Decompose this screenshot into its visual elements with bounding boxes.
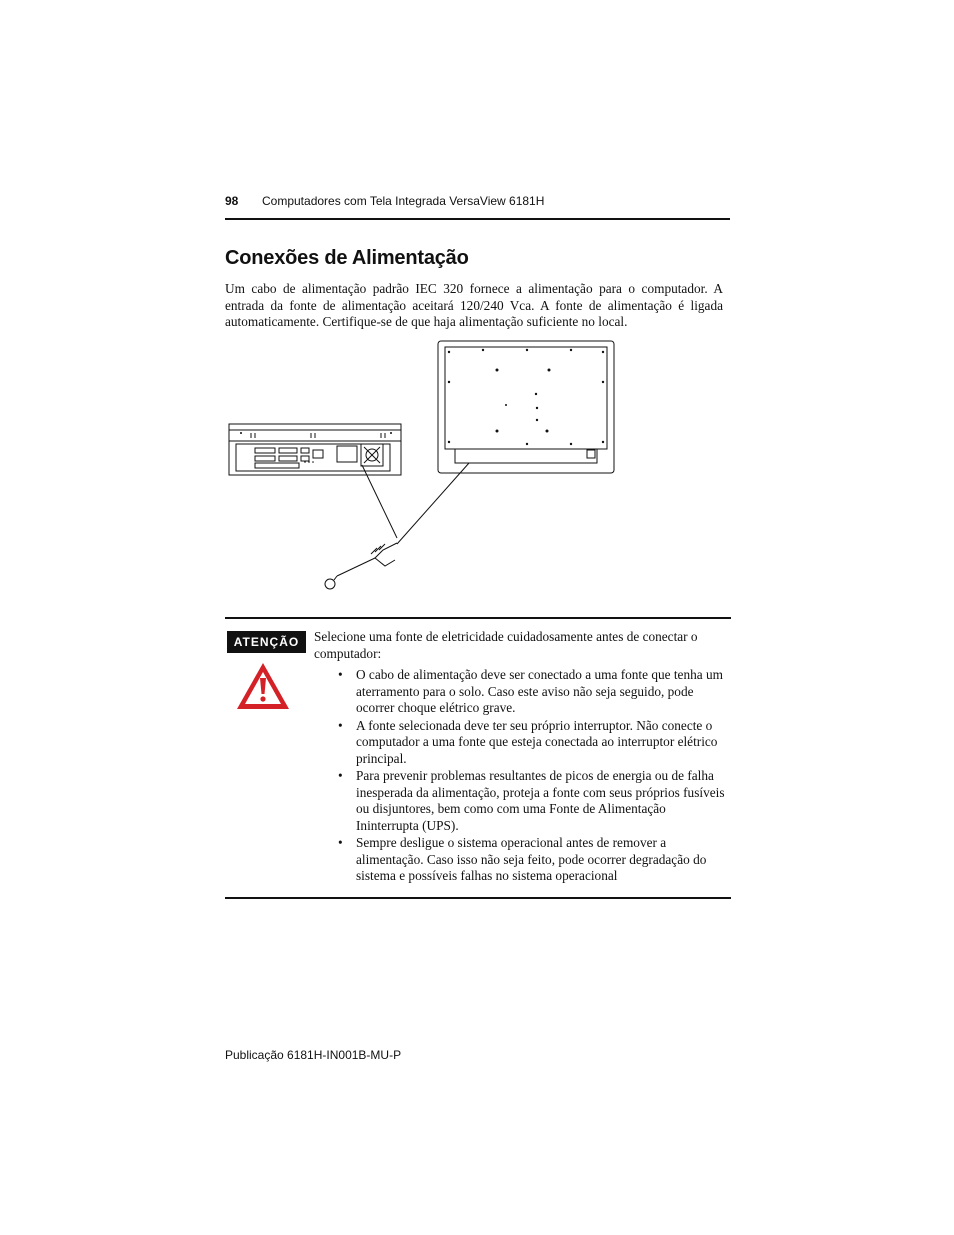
page-number: 98	[225, 194, 239, 208]
power-connection-diagram	[225, 338, 617, 596]
publication-footer: Publicação 6181H-IN001B-MU-P	[225, 1048, 402, 1062]
computer-bottom-view	[229, 424, 401, 475]
attention-badge: ATENÇÃO	[227, 631, 306, 653]
list-item: • Sempre desligue o sistema operacional antes de remover a alimentação. Caso isso não seja feito, pode ocorrer degradação do sistema e possíveis falhas no sistema operacional	[338, 835, 730, 885]
warning-triangle-icon	[235, 661, 291, 711]
page-header	[225, 192, 730, 220]
notice-bullet-list	[338, 667, 730, 886]
running-title: Computadores com Tela Integrada VersaView 6181H	[262, 194, 545, 208]
power-cord	[325, 543, 397, 589]
notice-lead-text: Selecione uma fonte de eletricidade cuidadosamente antes de conectar o computador:	[314, 629, 698, 661]
power-diagram-svg	[225, 338, 617, 596]
list-item: • A fonte selecionada deve ter seu próprio interruptor. Não conecte o computador a uma fonte que esteja conectada ao interruptor elétrico principal.	[338, 718, 730, 768]
section-title: Conexões de Alimentação	[225, 247, 469, 269]
attention-notice	[225, 617, 731, 899]
intro-paragraph: Um cabo de alimentação padrão IEC 320 fornece a alimentação para o computador. A entrada da fonte de alimentação aceitará 120/240 Vca. A fonte de alimentação é ligada automaticamente. Certifique-se de que haja alimentação suficiente no local.	[225, 281, 723, 329]
list-item: • Para prevenir problemas resultantes de picos de energia ou de falha inesperada da alimentação, proteja a fonte com seus próprios fusíveis ou disjuntores, bem como com uma Fonte de Alimentação Ininterrupta (UPS).	[338, 768, 730, 834]
list-item: • O cabo de alimentação deve ser conectado a uma fonte que tenha um aterramento para o solo. Caso este aviso não seja seguido, pode ocorrer choque elétrico grave.	[338, 667, 730, 717]
computer-rear-view	[438, 341, 614, 473]
